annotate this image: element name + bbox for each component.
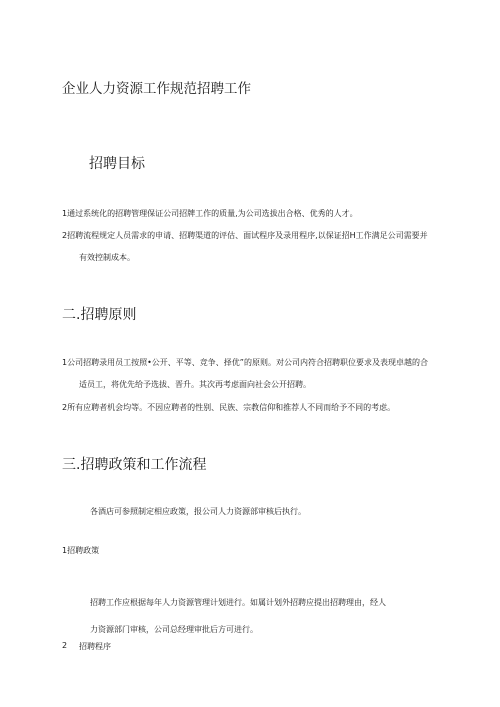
document-title: 企业人力资源工作规范招聘工作: [62, 81, 251, 97]
principles-paragraph-1-line-2: 适员工，将优先给予选拔、晋升。其次再考虑面向社会公开招聘。: [79, 380, 311, 389]
subsection-heading-policy: 1招聘政策: [62, 546, 100, 555]
subsection-number-procedure: 2: [62, 641, 68, 650]
subsection-heading-procedure: 招聘程序: [79, 642, 111, 651]
policy-intro: 各酒店可参照制定相应政策，报公司人力资源部审核后执行。: [90, 507, 306, 516]
principles-paragraph-2: 2所有应聘者机会均等。不因应聘者的性别、民族、宗教信仰和推荐人不同而给予不同的考虑。: [62, 403, 396, 412]
policy-paragraph-line-1: 招聘工作应根据每年人力资源管理计划进行。如属计划外招聘应提出招聘理由，经人: [90, 598, 386, 607]
section-heading-policy: 三.招聘政策和工作流程: [62, 457, 207, 473]
section-heading-goals: 招聘目标: [89, 156, 145, 172]
goals-paragraph-2-line-2: 有效控制成本。: [79, 253, 135, 262]
principles-paragraph-1-line-1: 1公司招聘录用员工按照•公开、平等、竞争、择优”的原则。对公司内符合招聘职位要求及表现卓越的合: [62, 358, 428, 367]
goals-paragraph-2-line-1: 2招聘流程规定人员需求的申请、招聘渠道的评估、面试程序及录用程序,以保证招H工作满足公司需要并: [62, 231, 428, 240]
section-heading-principles: 二.招聘原则: [62, 307, 137, 323]
goals-paragraph-1: 1通过系统化的招聘管理保证公司招牌工作的质量,为公司选拔出合格、优秀的人才。: [62, 209, 358, 218]
policy-paragraph-line-2: 力资源部门审核，公司总经理审批后方可进行。: [90, 625, 258, 634]
